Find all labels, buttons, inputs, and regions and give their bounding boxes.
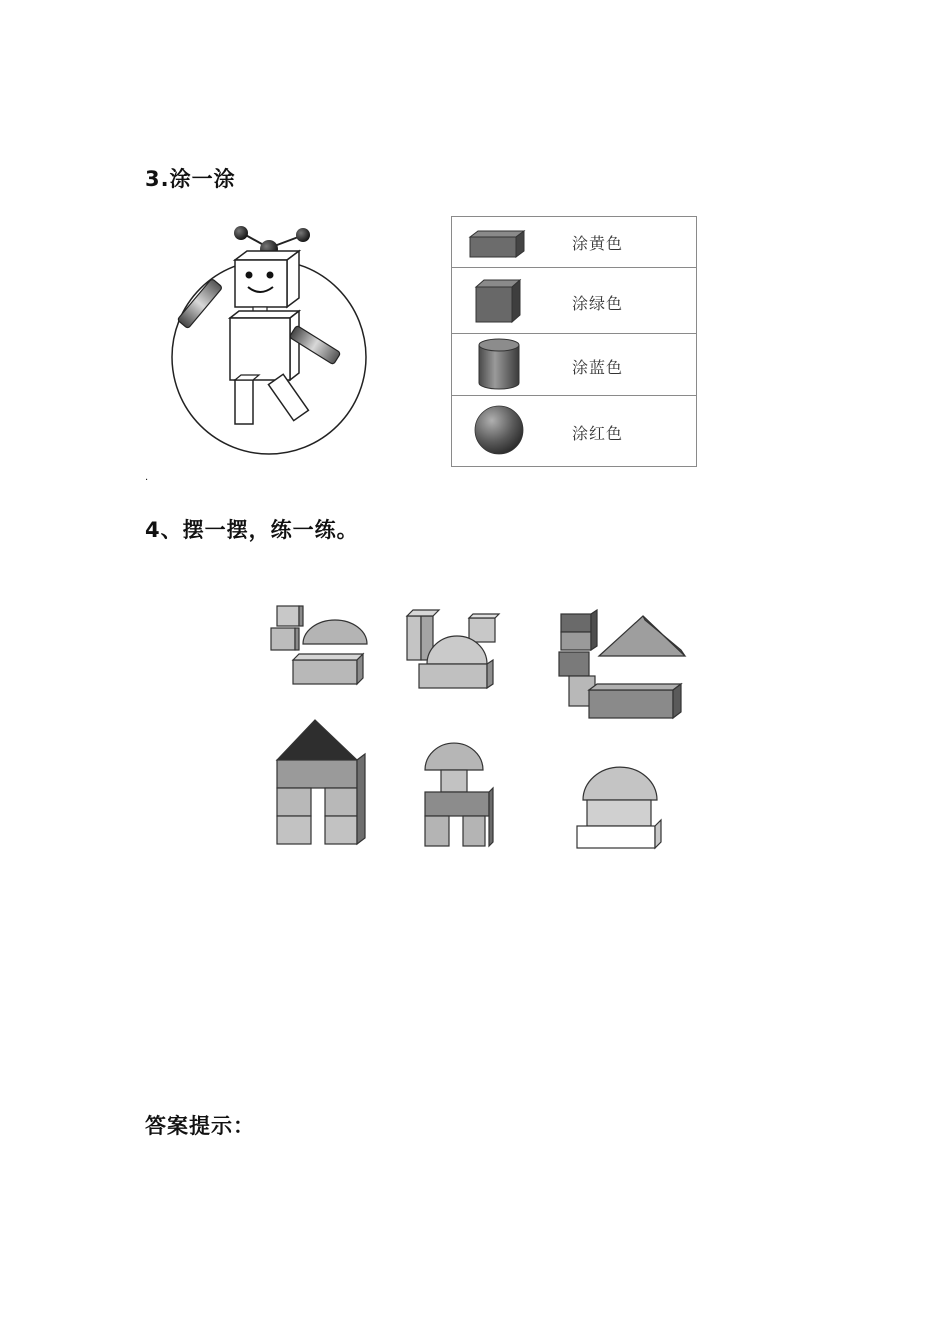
section-3-heading: 3.涂一涂	[145, 167, 236, 191]
robot-illustration	[165, 215, 375, 445]
legend-label-yellow: 涂黄色	[572, 234, 624, 253]
robot-leg-left	[235, 380, 253, 424]
section-4-heading: 4、摆一摆，练一练。	[145, 518, 359, 542]
antenna-ball-right	[296, 228, 310, 242]
legend-row	[452, 217, 696, 268]
blocks-house	[277, 720, 365, 844]
blocks-dome	[577, 767, 661, 848]
robot-arm-left	[177, 278, 222, 328]
cylinder-icon	[476, 337, 522, 391]
stray-dot: .	[145, 472, 149, 483]
answer-hint-heading: 答案提示：	[145, 1114, 255, 1138]
legend-label-blue: 涂蓝色	[572, 358, 624, 377]
legend-row	[452, 333, 696, 396]
robot-head	[235, 260, 287, 307]
legend-label-green: 涂绿色	[572, 294, 624, 313]
sphere-icon	[474, 405, 524, 455]
antenna-ball-left	[234, 226, 248, 240]
color-legend-table	[451, 216, 697, 467]
blocks-set-2	[407, 610, 499, 688]
blocks-set-1	[271, 606, 367, 684]
cuboid-icon	[468, 229, 528, 259]
robot-body	[230, 318, 290, 380]
legend-label-red: 涂红色	[572, 424, 624, 443]
building-blocks-illustration	[265, 598, 685, 858]
legend-row	[452, 267, 696, 334]
robot-leg-right	[268, 374, 308, 420]
blocks-arch-tower	[425, 743, 493, 846]
legend-row	[452, 395, 696, 468]
cube-icon	[474, 277, 524, 325]
blocks-set-3	[559, 610, 685, 718]
